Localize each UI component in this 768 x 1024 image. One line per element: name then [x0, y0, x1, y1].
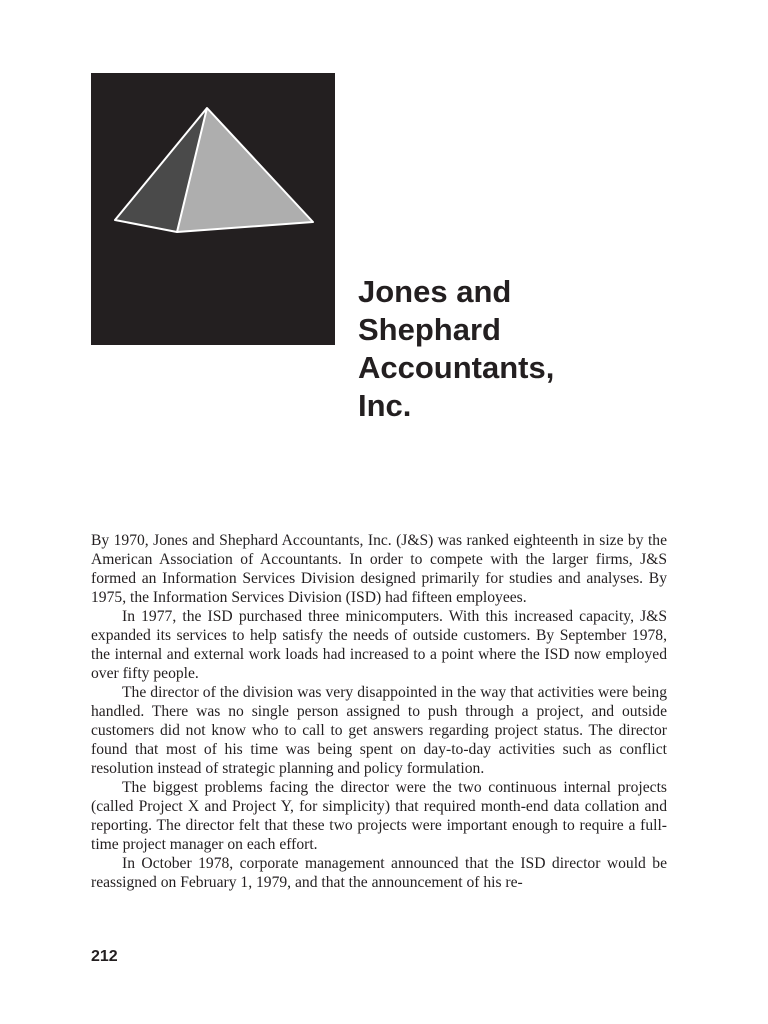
- chapter-opener-image: [91, 73, 335, 345]
- pyramid-icon: [91, 73, 335, 345]
- paragraph: The biggest problems facing the director were the two continuous internal projects (called Project X and Project Y, for simplicity) that required month-end data collation and reporting. The director felt that these two projects were important enough to require a full-time project manager on each effort.: [91, 779, 667, 853]
- body-text: [91, 531, 667, 892]
- chapter-title-line: Accountants,: [358, 350, 555, 385]
- chapter-title: [358, 273, 554, 425]
- chapter-title-line: Inc.: [358, 388, 412, 423]
- chapter-title-line: Shephard: [358, 312, 501, 347]
- paragraph: In 1977, the ISD purchased three minicomputers. With this increased capacity, J&S expanded its services to help satisfy the needs of outside customers. By September 1978, the internal and external work loads had increased to a point where the ISD now employed over fifty people.: [91, 608, 667, 682]
- paragraph: In October 1978, corporate management announced that the ISD director would be reassigned on February 1, 1979, and that the announcement of his re-: [91, 855, 667, 891]
- paragraph: The director of the division was very disappointed in the way that activities were being handled. There was no single person assigned to push through a project, and outside customers did not know who to call to get answers regarding project status. The director found that most of his time was being spent on day-to-day activities such as conflict resolution instead of strategic planning and policy formulation.: [91, 684, 667, 777]
- chapter-title-line: Jones and: [358, 274, 512, 309]
- paragraph: By 1970, Jones and Shephard Accountants, Inc. (J&S) was ranked eighteenth in size by the American Association of Accountants. In order to compete with the larger firms, J&S formed an Information Services Division designed primarily for studies and analyses. By 1975, the Information Services Division (ISD) had fifteen employees.: [91, 532, 667, 606]
- page-number: 212: [91, 948, 118, 965]
